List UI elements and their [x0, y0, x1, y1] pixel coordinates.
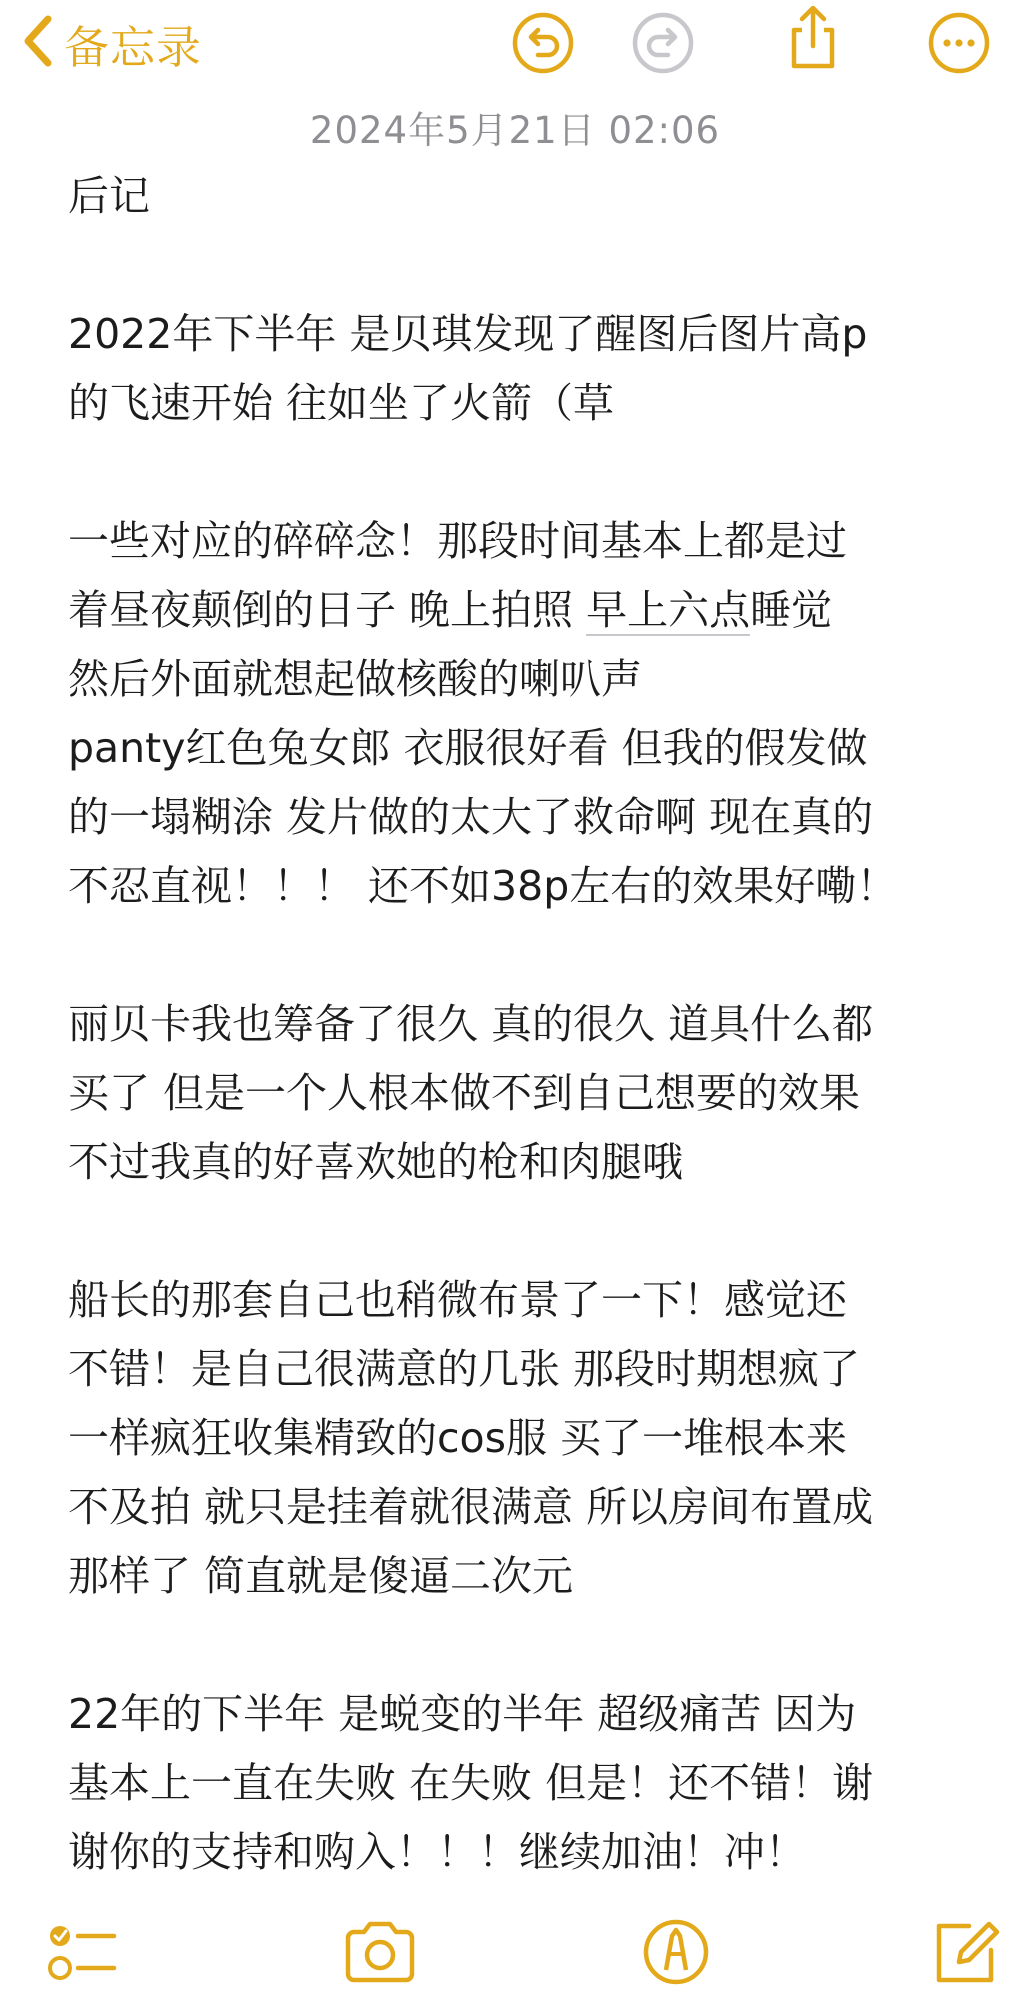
navigation-bar	[0, 0, 1030, 90]
note-line: 22年的下半年 是蜕变的半年 超级痛苦 因为	[68, 1690, 857, 1738]
note-line: 不过我真的好喜欢她的枪和肉腿哦	[68, 1138, 683, 1186]
note-line: 着昼夜颠倒的日子 晚上拍照 早上六点睡觉	[68, 586, 833, 634]
note-line: 一样疯狂收集精致的cos服 买了一堆根本来	[68, 1414, 848, 1462]
note-line: 后记	[68, 172, 150, 220]
note-body[interactable]	[68, 162, 968, 1887]
note-line	[68, 438, 968, 507]
note-line	[68, 921, 968, 990]
note-line: panty红色兔女郎 衣服很好看 但我的假发做	[68, 724, 868, 772]
underlined-phrase: 早上六点	[586, 586, 751, 634]
more-icon	[926, 10, 992, 80]
checklist-icon	[42, 1912, 122, 1996]
redo-button[interactable]	[630, 12, 696, 78]
markup-button[interactable]	[636, 1914, 716, 1994]
camera-button[interactable]	[340, 1914, 420, 1994]
note-line	[68, 1611, 968, 1680]
more-button[interactable]	[926, 12, 992, 78]
undo-button[interactable]	[510, 12, 576, 78]
note-line: 买了 但是一个人根本做不到自己想要的效果	[68, 1069, 861, 1117]
note-line: 的飞速开始 往如坐了火箭（草	[68, 379, 615, 427]
note-line: 2022年下半年 是贝琪发现了醒图后图片高p	[68, 310, 868, 358]
note-line: 不忍直视！！！ 还不如38p左右的效果好嘞！	[68, 862, 898, 910]
note-line: 那样了 简直就是傻逼二次元	[68, 1552, 574, 1600]
note-line: 基本上一直在失败 在失败 但是！还不错！谢	[68, 1759, 874, 1807]
note-line: 谢你的支持和购入！！！继续加油！冲！	[68, 1828, 806, 1876]
undo-icon	[510, 10, 576, 80]
share-icon	[780, 4, 846, 74]
checklist-button[interactable]	[42, 1914, 122, 1994]
note-date: 2024年5月21日 02:06	[309, 109, 721, 152]
back-label: 备忘录	[64, 20, 203, 74]
share-button[interactable]	[780, 6, 846, 72]
redo-icon	[630, 10, 696, 80]
note-line: 然后外面就想起做核酸的喇叭声	[68, 655, 642, 703]
note-line: 不错！是自己很满意的几张 那段时期想疯了	[68, 1345, 861, 1393]
note-line	[68, 231, 968, 300]
chevron-left-icon	[18, 11, 58, 75]
note-line	[68, 1197, 968, 1266]
note-line: 船长的那套自己也稍微布景了一下！感觉还	[68, 1276, 847, 1324]
note-line: 的一塌糊涂 发片做的太大了救命啊 现在真的	[68, 793, 874, 841]
note-line: 丽贝卡我也筹备了很久 真的很久 道具什么都	[68, 1000, 874, 1048]
back-button[interactable]	[18, 8, 202, 78]
camera-icon	[340, 1912, 420, 1996]
note-line: 一些对应的碎碎念！那段时间基本上都是过	[68, 517, 847, 565]
markup-icon	[636, 1912, 716, 1996]
compose-icon	[925, 1912, 1005, 1996]
compose-button[interactable]	[925, 1914, 1005, 1994]
bottom-toolbar	[0, 1900, 1030, 2000]
note-line: 不及拍 就只是挂着就很满意 所以房间布置成	[68, 1483, 874, 1531]
